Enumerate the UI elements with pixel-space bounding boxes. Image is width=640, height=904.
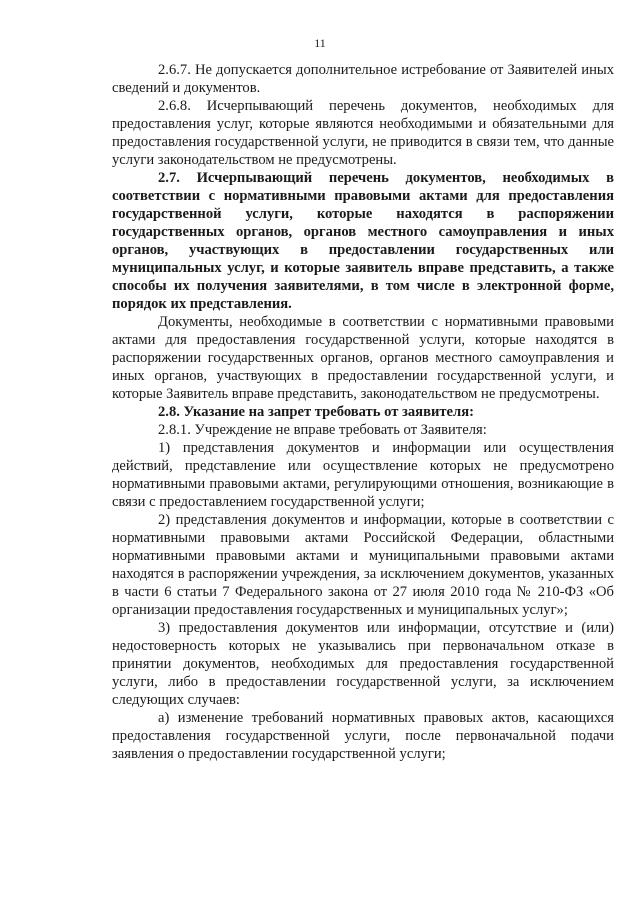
list-item-3: 3) предоставления документов или информации, отсутствие и (или) недостоверность которых не указывались при первоначальном отказе в принятии документов, необходимых для предоставления государственной услуги, либо в предоставлении государственной услуги, за исключением следующих случаев: <box>112 620 614 708</box>
section-heading-2-8: 2.8. Указание на запрет требовать от заявителя: <box>158 404 474 420</box>
section-heading-2-7: 2.7. Исчерпывающий перечень документов, необходимых в соответствии с нормативными правовыми актами для предоставления государственной услуги, которые находятся в распоряжении государственных органов, органов местного самоуправления и иных органов, участвующих в предоставлении государственных или муниципальных услуг, и которые заявитель вправе представить, а также способы их получения заявителями, в том числе в электронной форме, порядок их представления. <box>112 170 614 312</box>
paragraph-2-6-8: 2.6.8. Исчерпывающий перечень документов, необходимых для предоставления услуг, которые являются необходимыми и обязательными для предоставления государственной услуги, не приводится в связи тем, что данные услуги законодательством не предусмотрены. <box>112 98 614 168</box>
paragraph-2-8-1: 2.8.1. Учреждение не вправе требовать от Заявителя: <box>158 422 487 438</box>
paragraph-documents: Документы, необходимые в соответствии с нормативными правовыми актами для предоставления государственной услуги, которые находятся в распоряжении государственных органов, органов местного самоуправления и иных органов, участвующих в предоставлении государственной услуги, и которые Заявитель вправе представить, законодательством не предусмотрены. <box>112 314 614 402</box>
page-number: 11 <box>314 36 326 50</box>
list-item-2: 2) представления документов и информации, которые в соответствии с нормативными правовыми актами Российской Федерации, областными нормативными правовыми актами и муниципальными правовыми актами находятся в распоряжении учреждения, за исключением документов, указанных в части 6 статьи 7 Федерального закона от 27 июля 2010 года № 210-ФЗ «Об организации предоставления государственных и муниципальных услуг»; <box>112 512 614 618</box>
document-body <box>112 61 614 763</box>
list-item-3a: а) изменение требований нормативных правовых актов, касающихся предоставления государственной услуги, после первоначальной подачи заявления о предоставлении государственной услуги; <box>112 710 614 762</box>
list-item-1: 1) представления документов и информации или осуществления действий, представление или осуществление которых не предусмотрено нормативными правовыми актами, регулирующими отношения, возникающие в связи с предоставлением государственной услуги; <box>112 440 614 510</box>
paragraph-2-6-7: 2.6.7. Не допускается дополнительное истребование от Заявителей иных сведений и документов. <box>112 62 614 96</box>
